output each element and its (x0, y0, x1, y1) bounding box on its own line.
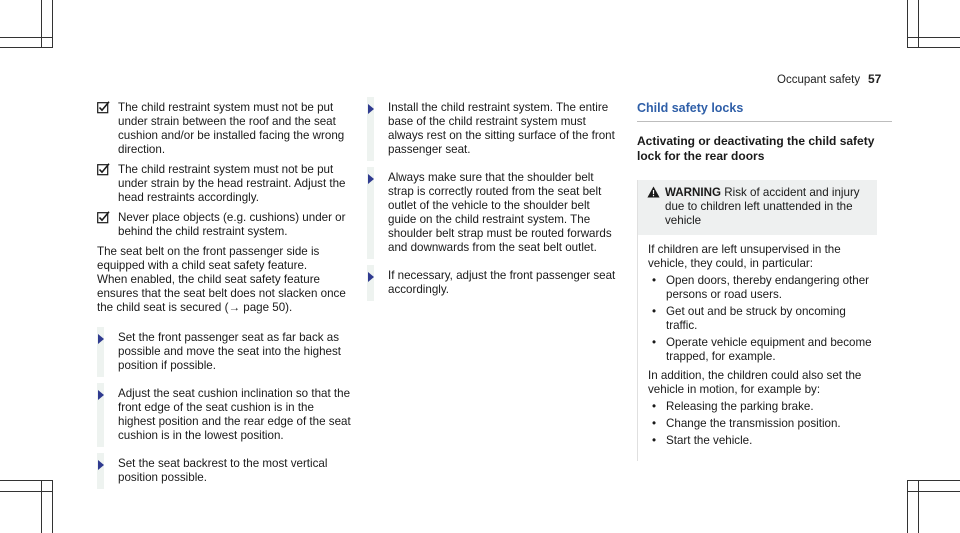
list-item: • Operate vehicle equipment and become trapped, for example. (648, 336, 877, 364)
list-item: • Releasing the parking brake. (648, 400, 877, 414)
middle-column (367, 101, 619, 311)
check-text: The child restraint system must not be put under strain by the head restraint. Adjust the head restraints accordingly. (118, 163, 346, 204)
crop-mark (0, 47, 53, 48)
step-arrow-icon (98, 334, 104, 344)
check-text: Never place objects (e.g. cushions) under or behind the child restraint system. (118, 211, 346, 238)
step-text: Set the seat backrest to the most vertical position possible. (118, 457, 328, 484)
crop-mark (0, 491, 53, 492)
checkbox-check-icon (97, 101, 110, 114)
crop-mark (41, 480, 42, 533)
check-text: The child restraint system must not be put under strain between the roof and the seat cushion and/or be installed facing the wrong direction. (118, 101, 345, 156)
step-item (367, 269, 619, 297)
warning-text (665, 186, 867, 228)
subsection-title: Activating or deactivating the child safety lock for the rear doors (637, 134, 875, 163)
list-item: • Start the vehicle. (648, 434, 877, 448)
warning-body (637, 235, 877, 461)
step-item (367, 171, 619, 255)
crop-mark (907, 491, 960, 492)
crop-mark (0, 37, 53, 38)
step-text: Set the front passenger seat as far back as possible and move the seat into the highest position if possible. (118, 331, 342, 372)
crop-mark (907, 480, 908, 533)
crop-mark (41, 0, 42, 48)
crop-mark (907, 37, 960, 38)
warning-triangle-icon (647, 186, 660, 198)
section-divider (637, 121, 892, 122)
section-title: Child safety locks (637, 101, 744, 115)
paragraph: When enabled, the child seat safety feature ensures that the seat belt does not slacken once the child seat is secured (→ page 50). (97, 273, 346, 314)
crop-mark (907, 47, 960, 48)
step-item (367, 101, 619, 157)
crop-mark (918, 480, 919, 533)
step-text: Adjust the seat cushion inclination so that the front edge of the seat cushion is in the highest position and the rear edge of the seat cushion is in the lowest position. (118, 387, 351, 442)
list-item: • Get out and be struck by oncoming traffic. (648, 305, 877, 333)
list-item: • Change the transmission position. (648, 417, 877, 431)
step-arrow-icon (98, 460, 104, 470)
warning-label: WARNING (665, 186, 722, 199)
crop-mark (907, 0, 908, 48)
check-item (97, 211, 352, 239)
step-bar (97, 453, 104, 489)
step-arrow-icon (368, 272, 374, 282)
step-item (97, 387, 352, 443)
left-column (97, 101, 352, 499)
warning-intro: If children are left unsupervised in the vehicle, they could, in particular: (648, 243, 841, 270)
check-item (97, 101, 352, 157)
crop-mark (0, 480, 53, 481)
step-arrow-icon (368, 174, 374, 184)
paragraph: The seat belt on the front passenger side is equipped with a child seat safety feature. (97, 245, 320, 272)
warning-message: Risk of accident and injury due to children left unattended in the vehicle (665, 186, 860, 227)
section-header: Occupant safety (777, 74, 861, 86)
step-arrow-icon (368, 104, 374, 114)
warning-box (637, 180, 877, 235)
page-number: 57 (868, 72, 882, 86)
step-text: Install the child restraint system. The entire base of the child restraint system must always rest on the sitting surface of the front passenger seat. (388, 101, 615, 156)
warning-intro-2: In addition, the children could also set the vehicle in motion, for example by: (648, 369, 862, 396)
step-arrow-icon (98, 390, 104, 400)
crop-mark (52, 0, 53, 48)
right-column (637, 101, 877, 461)
step-bar (367, 265, 374, 301)
crop-mark (918, 0, 919, 48)
step-text: Always make sure that the shoulder belt strap is correctly routed from the seat belt outlet of the vehicle to the shoulder belt guide on the child restraint system. The shoulder belt strap must be routed forwards and downwards from the seat belt outlet. (388, 171, 612, 254)
crop-mark (52, 480, 53, 533)
checkbox-check-icon (97, 211, 110, 224)
crop-mark (907, 480, 960, 481)
checkbox-check-icon (97, 163, 110, 176)
check-item (97, 163, 352, 205)
list-item: • Open doors, thereby endangering other persons or road users. (648, 274, 877, 302)
step-item (97, 331, 352, 373)
step-item (97, 457, 352, 485)
step-text: If necessary, adjust the front passenger seat accordingly. (388, 269, 616, 296)
